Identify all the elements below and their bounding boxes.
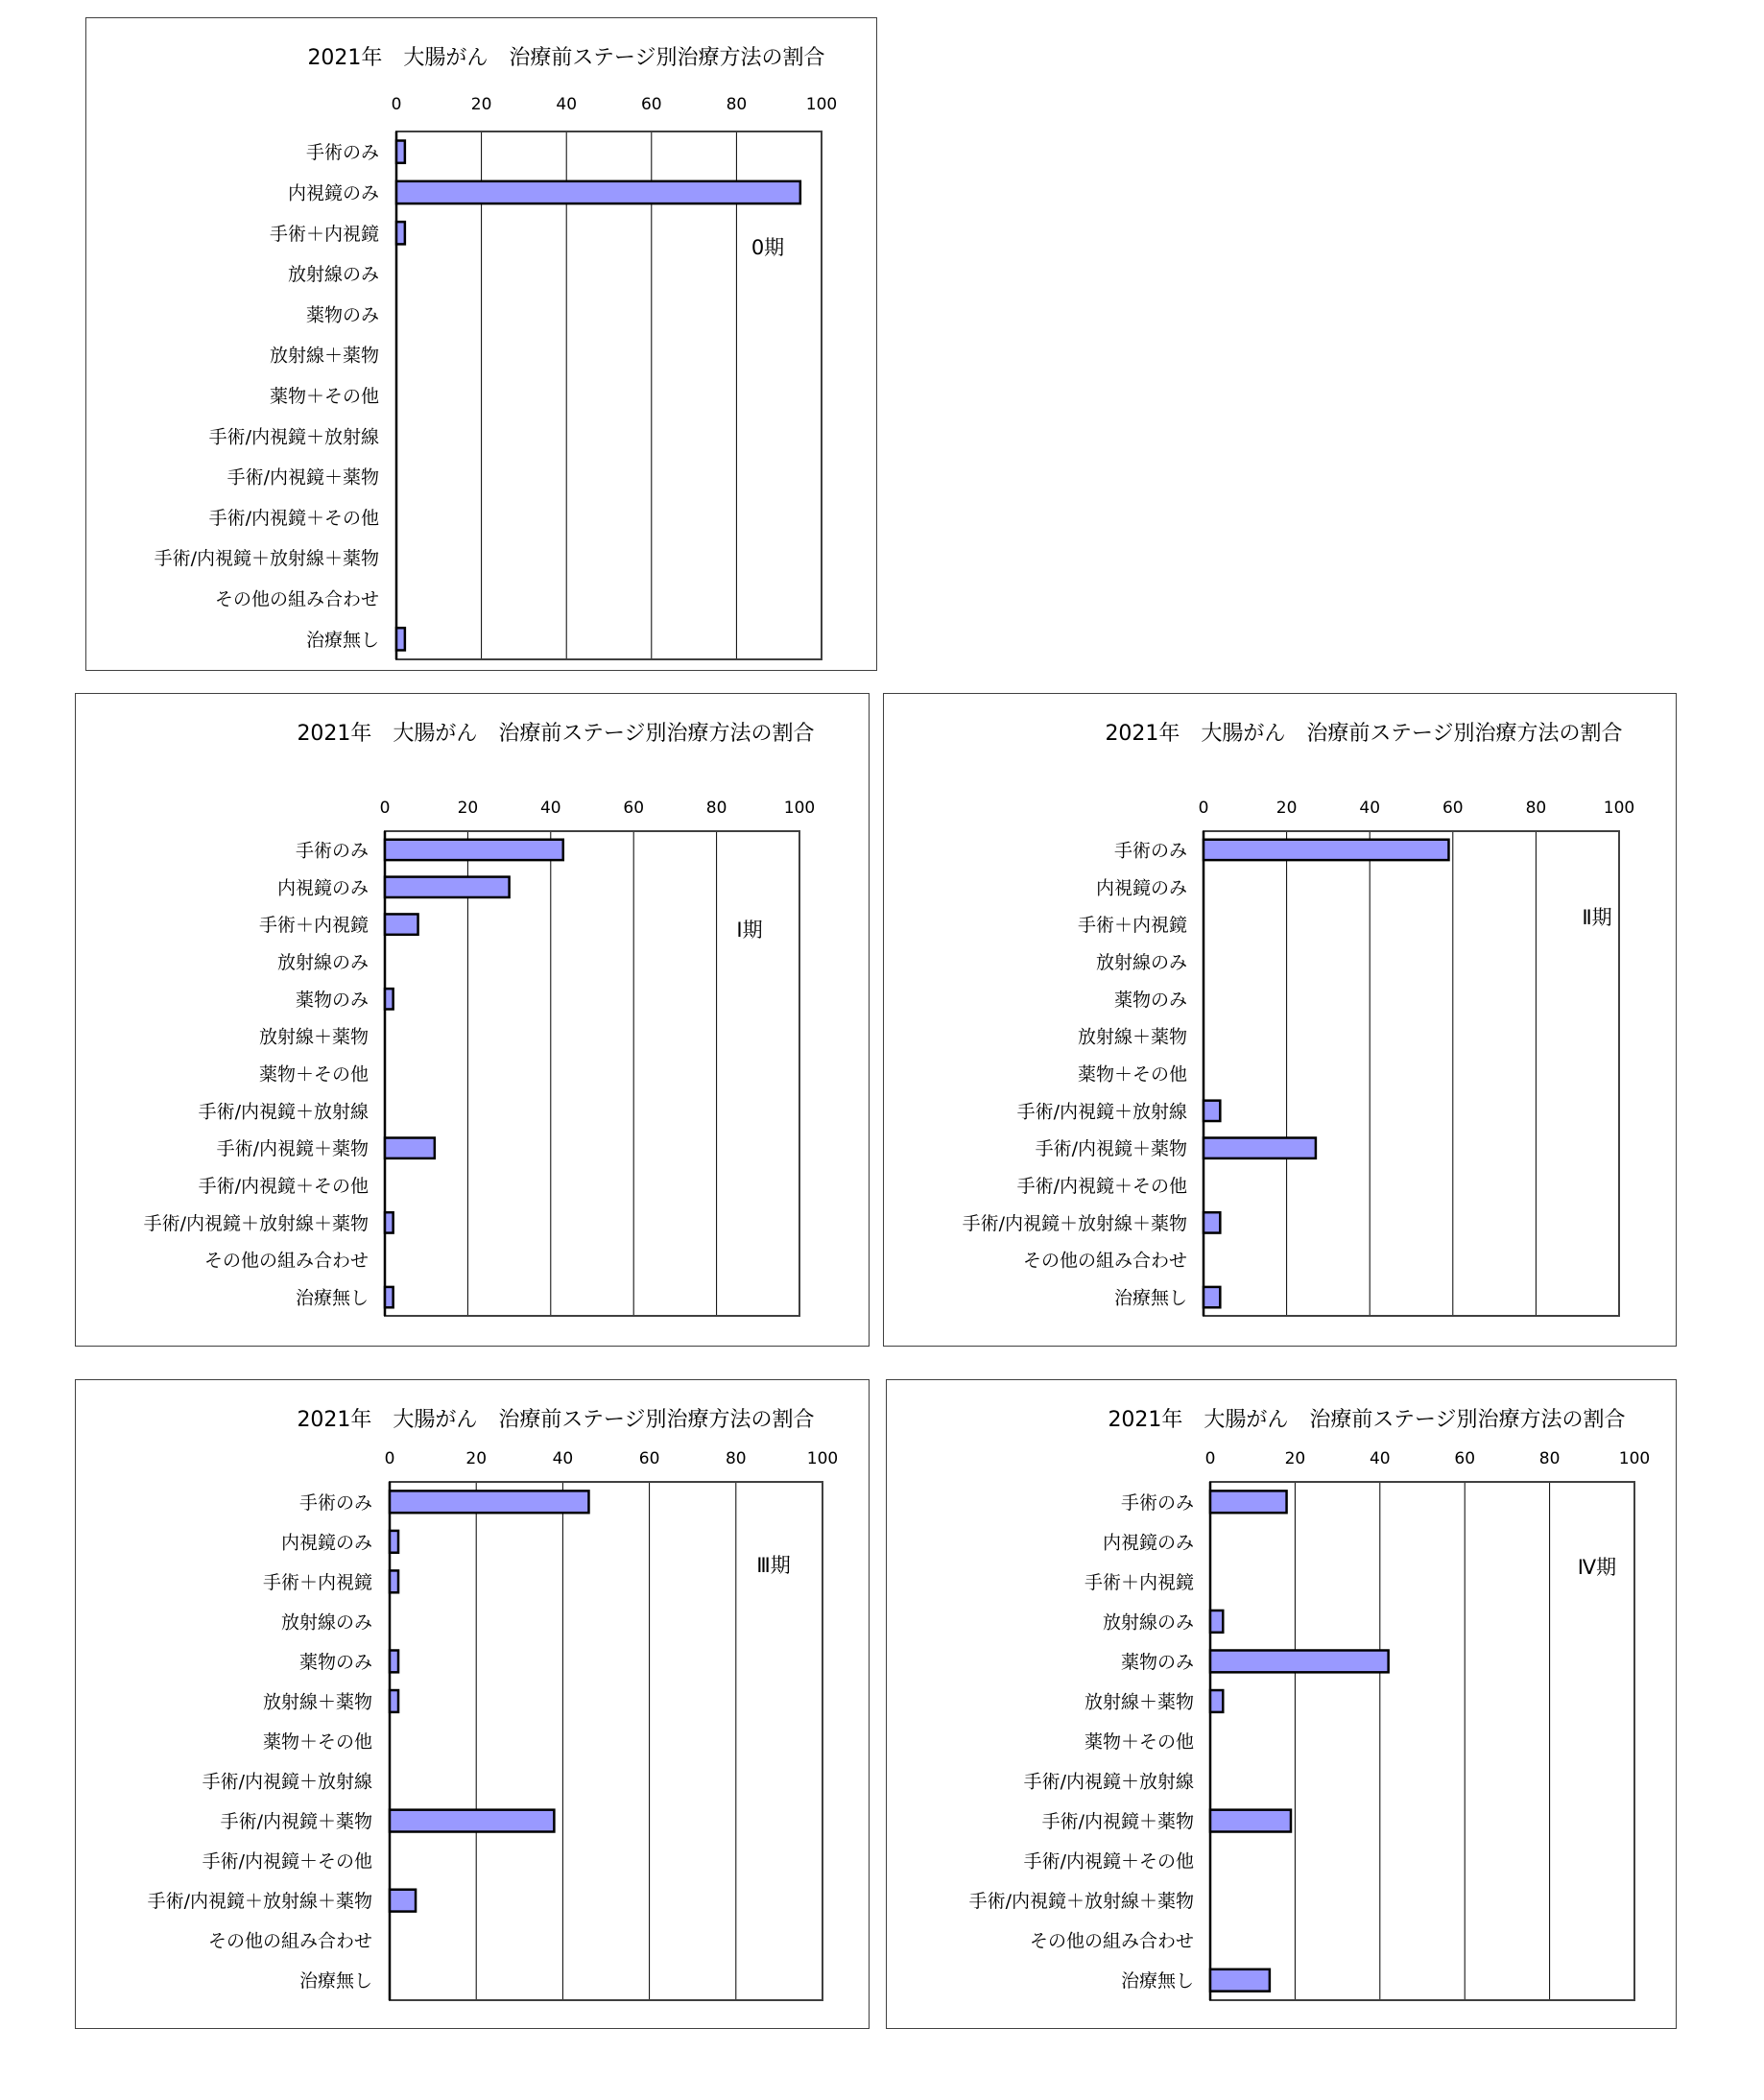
chart-svg xyxy=(86,18,876,670)
chart-svg xyxy=(887,1380,1676,2028)
chart-title: 2021年 大腸がん 治療前ステージ別治療方法の割合 xyxy=(297,1408,815,1432)
category-label: 放射線のみ xyxy=(280,1611,372,1634)
category-label: 放射線のみ xyxy=(1102,1611,1194,1634)
x-tick-label: 0 xyxy=(1198,799,1209,818)
category-label: 手術/内視鏡＋その他 xyxy=(1023,1850,1194,1873)
category-label: 手術/内視鏡＋その他 xyxy=(1016,1176,1187,1198)
bar xyxy=(1210,1651,1389,1673)
category-label: 手術＋内視鏡 xyxy=(262,1571,372,1593)
x-tick-label: 60 xyxy=(623,799,645,818)
x-tick-label: 100 xyxy=(806,1449,839,1468)
bar xyxy=(396,141,405,163)
bar xyxy=(385,989,393,1009)
category-label: 薬物のみ xyxy=(295,989,369,1011)
category-label: 内視鏡のみ xyxy=(1095,877,1187,899)
x-tick-label: 20 xyxy=(1275,799,1298,818)
category-label: その他の組み合わせ xyxy=(214,588,379,610)
x-tick-label: 40 xyxy=(1369,1449,1391,1468)
bar xyxy=(385,1287,393,1307)
category-label: 薬物＋その他 xyxy=(1077,1063,1187,1086)
bar xyxy=(1204,1138,1316,1158)
category-label: 手術/内視鏡＋放射線＋薬物 xyxy=(154,548,379,570)
category-label: 内視鏡のみ xyxy=(276,877,369,899)
chart-title: 2021年 大腸がん 治療前ステージ別治療方法の割合 xyxy=(1108,1408,1626,1432)
x-tick-label: 0 xyxy=(391,95,402,114)
bar xyxy=(385,877,510,897)
bar xyxy=(396,628,405,650)
bar xyxy=(396,222,405,244)
x-tick-label: 100 xyxy=(1618,1449,1651,1468)
category-label: 手術/内視鏡＋薬物 xyxy=(1035,1138,1187,1160)
chart-svg xyxy=(76,1380,869,2028)
category-label: 手術＋内視鏡 xyxy=(269,223,379,245)
stage-annotation: Ⅳ期 xyxy=(1577,1556,1617,1579)
bar xyxy=(390,1570,398,1592)
x-tick-label: 80 xyxy=(705,799,727,818)
plot-frame xyxy=(385,831,799,1316)
x-tick-label: 20 xyxy=(457,799,479,818)
category-label: 放射線のみ xyxy=(276,951,369,973)
bar xyxy=(1210,1810,1291,1832)
x-tick-label: 60 xyxy=(1442,799,1464,818)
bar xyxy=(1210,1611,1223,1633)
category-label: 手術/内視鏡＋放射線 xyxy=(1016,1101,1187,1123)
bar xyxy=(385,1138,435,1158)
x-tick-label: 60 xyxy=(1454,1449,1476,1468)
x-tick-label: 20 xyxy=(470,95,492,114)
category-label: 治療無し xyxy=(298,1970,372,1993)
x-tick-label: 100 xyxy=(1603,799,1635,818)
category-label: 内視鏡のみ xyxy=(1102,1532,1194,1554)
bar xyxy=(390,1890,416,1912)
chart-panel-stage-0 xyxy=(85,17,877,671)
x-tick-label: 0 xyxy=(379,799,391,818)
category-label: 手術/内視鏡＋放射線＋薬物 xyxy=(147,1891,372,1913)
category-label: その他の組み合わせ xyxy=(1022,1250,1187,1272)
x-tick-label: 80 xyxy=(1538,1449,1561,1468)
category-label: 手術のみ xyxy=(1120,1491,1194,1514)
category-label: 手術のみ xyxy=(1113,840,1187,862)
x-tick-label: 40 xyxy=(539,799,561,818)
plot-frame xyxy=(1210,1482,1634,2000)
chart-panel-stage-2 xyxy=(883,693,1677,1347)
category-label: 手術/内視鏡＋放射線 xyxy=(1023,1771,1194,1793)
x-tick-label: 0 xyxy=(384,1449,395,1468)
category-label: 手術のみ xyxy=(295,840,369,862)
category-label: 手術/内視鏡＋放射線＋薬物 xyxy=(962,1212,1187,1234)
stage-annotation: Ⅲ期 xyxy=(756,1554,791,1577)
category-label: 放射線＋薬物 xyxy=(269,345,379,367)
x-tick-label: 100 xyxy=(783,799,816,818)
chart-title: 2021年 大腸がん 治療前ステージ別治療方法の割合 xyxy=(297,722,815,746)
x-tick-label: 0 xyxy=(1204,1449,1216,1468)
chart-title: 2021年 大腸がん 治療前ステージ別治療方法の割合 xyxy=(307,46,825,70)
category-label: 薬物のみ xyxy=(298,1651,372,1673)
chart-svg xyxy=(76,694,869,1346)
chart-title: 2021年 大腸がん 治療前ステージ別治療方法の割合 xyxy=(1105,722,1623,746)
category-label: 内視鏡のみ xyxy=(287,182,379,204)
plot-frame xyxy=(1204,831,1619,1316)
category-label: 放射線＋薬物 xyxy=(1084,1691,1194,1713)
category-label: 薬物のみ xyxy=(305,304,379,326)
chart-panel-stage-3 xyxy=(75,1379,870,2029)
category-label: 手術/内視鏡＋薬物 xyxy=(1041,1811,1194,1833)
category-label: 手術/内視鏡＋薬物 xyxy=(226,466,379,489)
stage-annotation: Ⅱ期 xyxy=(1582,906,1612,929)
category-label: その他の組み合わせ xyxy=(203,1250,369,1272)
category-label: 放射線のみ xyxy=(1095,951,1187,973)
stage-annotation: 0期 xyxy=(751,236,785,259)
bar xyxy=(385,1212,393,1232)
category-label: 内視鏡のみ xyxy=(280,1532,372,1554)
x-tick-label: 80 xyxy=(725,1449,747,1468)
category-label: 薬物＋その他 xyxy=(262,1731,372,1753)
category-label: 薬物のみ xyxy=(1120,1651,1194,1673)
category-label: 薬物＋その他 xyxy=(258,1063,369,1086)
bar xyxy=(390,1491,588,1513)
x-tick-label: 100 xyxy=(805,95,838,114)
bar xyxy=(390,1810,554,1832)
category-label: 治療無し xyxy=(1113,1287,1187,1309)
bar xyxy=(1210,1491,1287,1513)
category-label: 手術/内視鏡＋放射線 xyxy=(198,1101,369,1123)
category-label: 手術＋内視鏡 xyxy=(258,915,369,937)
category-label: 治療無し xyxy=(305,629,379,651)
category-label: 手術/内視鏡＋放射線＋薬物 xyxy=(143,1212,369,1234)
category-label: 放射線＋薬物 xyxy=(1077,1026,1187,1048)
category-label: 手術/内視鏡＋薬物 xyxy=(216,1138,369,1160)
bar xyxy=(1204,1101,1220,1121)
chart-svg xyxy=(884,694,1676,1346)
plot-frame xyxy=(396,131,822,659)
chart-panel-stage-4 xyxy=(886,1379,1677,2029)
bar xyxy=(1204,1287,1220,1307)
x-tick-label: 20 xyxy=(465,1449,488,1468)
bar xyxy=(1210,1690,1223,1712)
x-tick-label: 80 xyxy=(726,95,748,114)
x-tick-label: 20 xyxy=(1284,1449,1306,1468)
bar xyxy=(1210,1969,1270,1992)
bar xyxy=(385,914,418,934)
bar xyxy=(390,1651,398,1673)
category-label: その他の組み合わせ xyxy=(207,1930,372,1952)
category-label: 放射線＋薬物 xyxy=(262,1691,372,1713)
bar xyxy=(396,181,800,203)
bar xyxy=(1204,840,1448,860)
category-label: 手術/内視鏡＋放射線＋薬物 xyxy=(968,1891,1194,1913)
category-label: 手術/内視鏡＋その他 xyxy=(208,507,379,529)
bar xyxy=(390,1690,398,1712)
bar xyxy=(1204,1212,1220,1232)
bar xyxy=(385,840,563,860)
x-tick-label: 40 xyxy=(552,1449,574,1468)
category-label: その他の組み合わせ xyxy=(1029,1930,1194,1952)
x-tick-label: 40 xyxy=(556,95,578,114)
x-tick-label: 80 xyxy=(1525,799,1547,818)
category-label: 手術＋内視鏡 xyxy=(1077,915,1187,937)
category-label: 治療無し xyxy=(295,1287,369,1309)
x-tick-label: 40 xyxy=(1359,799,1381,818)
category-label: 手術/内視鏡＋その他 xyxy=(202,1850,372,1873)
category-label: 手術/内視鏡＋放射線 xyxy=(208,426,379,448)
category-label: 薬物のみ xyxy=(1113,989,1187,1011)
x-tick-label: 60 xyxy=(640,95,662,114)
category-label: 手術のみ xyxy=(298,1491,372,1514)
category-label: 放射線＋薬物 xyxy=(258,1026,369,1048)
category-label: 手術/内視鏡＋薬物 xyxy=(220,1811,372,1833)
category-label: 手術のみ xyxy=(305,142,379,164)
category-label: 治療無し xyxy=(1120,1970,1194,1993)
chart-panel-stage-1 xyxy=(75,693,870,1347)
category-label: 薬物＋その他 xyxy=(1084,1731,1194,1753)
category-label: 手術＋内視鏡 xyxy=(1084,1571,1194,1593)
category-label: 薬物＋その他 xyxy=(269,386,379,407)
x-tick-label: 60 xyxy=(638,1449,660,1468)
stage-annotation: Ⅰ期 xyxy=(736,919,763,942)
category-label: 放射線のみ xyxy=(287,264,379,286)
category-label: 手術/内視鏡＋放射線 xyxy=(202,1771,372,1793)
bar xyxy=(390,1531,398,1553)
category-label: 手術/内視鏡＋その他 xyxy=(198,1176,369,1198)
